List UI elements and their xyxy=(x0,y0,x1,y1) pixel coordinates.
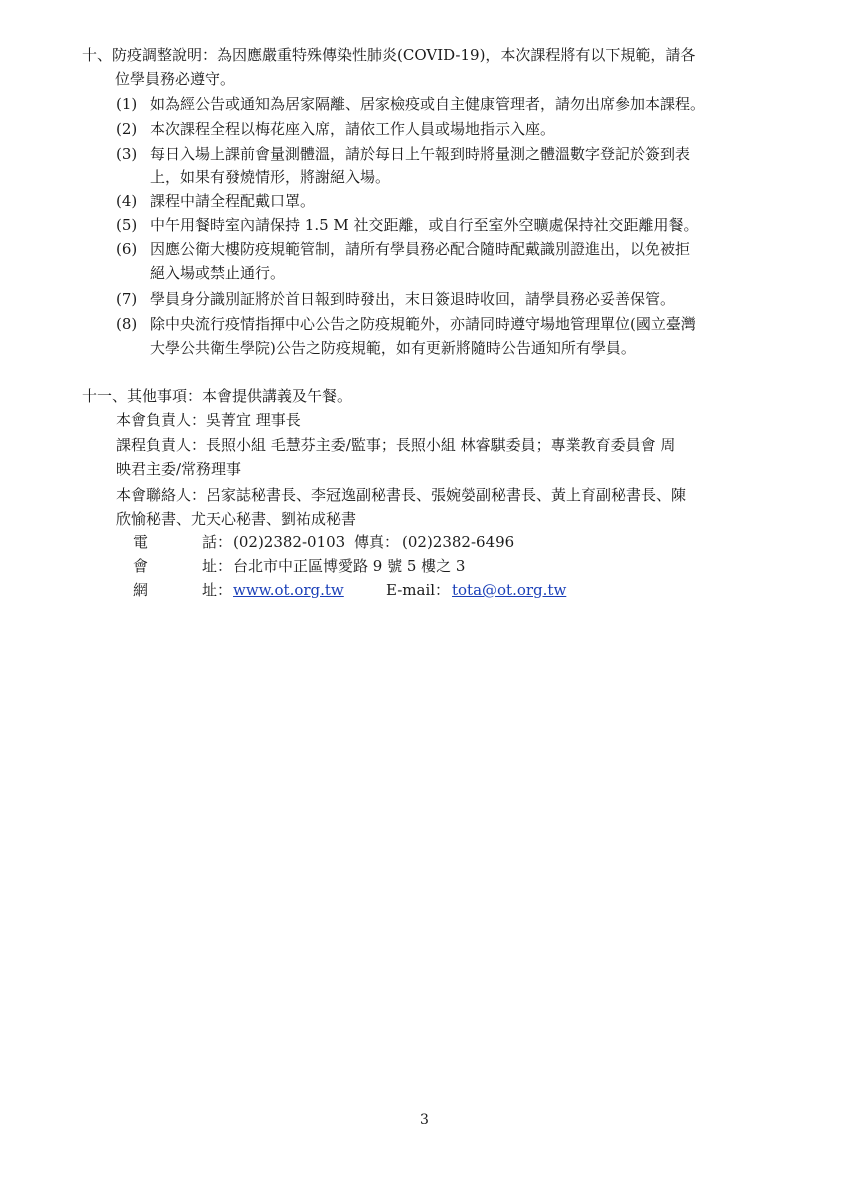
email-label: E-mail： xyxy=(386,581,451,599)
item-text: 上，如果有發燒情形，將謝絕入場。 xyxy=(150,168,391,186)
item-text: 因應公衛大樓防疫規範管制，請所有學員務必配合隨時配戴識別證進出，以免被拒 xyxy=(150,240,691,258)
item-text: 每日入場上課前會量測體溫，請於每日上午報到時將量測之體溫數字登記於簽到表 xyxy=(150,145,691,163)
item-number: (2) xyxy=(116,120,138,138)
item-number: (7) xyxy=(116,290,138,308)
page-number: 3 xyxy=(420,1112,429,1128)
fax-value: (02)2382-6496 xyxy=(402,533,515,551)
fax-label: 傳真： xyxy=(354,533,400,551)
email-link[interactable]: tota@ot.org.tw xyxy=(452,581,567,599)
contact-persons-cont: 欣愉秘書、尤天心秘書、劉祐成秘書 xyxy=(116,510,357,528)
responsible-person: 本會負責人：吳菁宜 理事長 xyxy=(116,411,301,429)
item-text: 學員身分識別証將於首日報到時發出，末日簽退時收回，請學員務必妥善保管。 xyxy=(150,290,676,308)
section-10-heading: 十、防疫調整說明：為因應嚴重特殊傳染性肺炎(COVID-19)，本次課程將有以下規範，請各 xyxy=(82,46,696,64)
phone-value: (02)2382-0103 xyxy=(233,533,346,551)
website-label-a: 網 xyxy=(133,581,149,599)
address-value: 台北市中正區博愛路 9 號 5 樓之 3 xyxy=(233,557,466,575)
phone-label-b: 話： xyxy=(202,533,233,551)
course-responsible-cont: 映君主委/常務理事 xyxy=(116,460,242,478)
phone-label-a: 電 xyxy=(133,533,149,551)
address-label-a: 會 xyxy=(133,557,149,575)
item-number: (8) xyxy=(116,315,138,333)
item-text: 絕入場或禁止通行。 xyxy=(150,264,286,282)
contact-persons: 本會聯絡人：呂家誌秘書長、李冠逸副秘書長、張婉嫈副秘書長、黃上育副秘書長、陳 xyxy=(116,486,687,504)
item-text: 除中央流行疫情指揮中心公告之防疫規範外，亦請同時遵守場地管理單位(國立臺灣 xyxy=(150,315,696,333)
address-label-b: 址： xyxy=(202,557,233,575)
item-number: (6) xyxy=(116,240,138,258)
item-text: 大學公共衛生學院)公告之防疫規範，如有更新將隨時公告通知所有學員。 xyxy=(150,339,636,357)
section-11-heading: 十一、其他事項：本會提供講義及午餐。 xyxy=(82,387,353,405)
item-number: (3) xyxy=(116,145,138,163)
item-text: 本次課程全程以梅花座入席，請依工作人員或場地指示入座。 xyxy=(150,120,556,138)
item-number: (5) xyxy=(116,216,138,234)
section-10-heading-cont: 位學員務必遵守。 xyxy=(115,70,236,88)
website-label-b: 址： xyxy=(202,581,233,599)
item-number: (4) xyxy=(116,192,138,210)
course-responsible: 課程負責人：長照小組 毛慧芬主委/監事；長照小組 林睿騏委員；專業教育委員會 周 xyxy=(116,436,676,454)
website-link[interactable]: www.ot.org.tw xyxy=(233,581,344,599)
item-text: 課程中請全程配戴口罩。 xyxy=(150,192,316,210)
item-number: (1) xyxy=(116,95,138,113)
item-text: 中午用餐時室內請保持 1.5 M 社交距離，或自行至室外空曠處保持社交距離用餐。 xyxy=(150,216,699,234)
item-text: 如為經公告或通知為居家隔離、居家檢疫或自主健康管理者，請勿出席參加本課程。 xyxy=(150,95,706,113)
